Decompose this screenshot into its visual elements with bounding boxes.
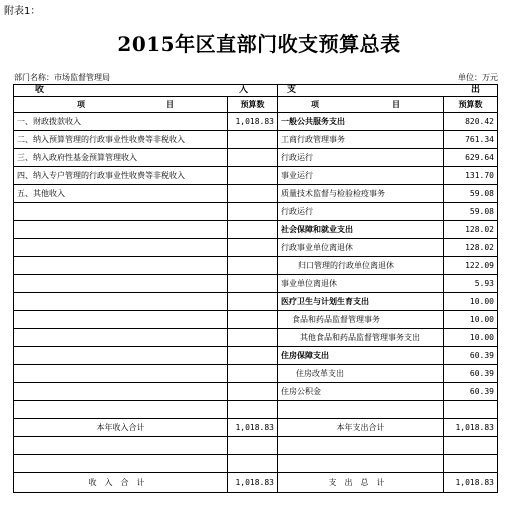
- expense-total-label: 支出总计: [278, 473, 444, 493]
- income-item-label: [14, 347, 228, 365]
- income-item-label: [14, 293, 228, 311]
- expense-item-label: 一般公共服务支出: [278, 113, 444, 131]
- expense-item-value: 629.64: [444, 149, 498, 167]
- empty-cell: [14, 455, 228, 473]
- expense-item-value: 59.08: [444, 185, 498, 203]
- table-row: [14, 401, 498, 419]
- expense-item-value: 131.70: [444, 167, 498, 185]
- table-row: [14, 347, 498, 365]
- table-row: [14, 221, 498, 239]
- expense-item-label: 事业单位离退休: [278, 275, 444, 293]
- income-item-label: 四、纳入专户管理的行政事业性收费等非税收入: [14, 167, 228, 185]
- empty-cell: [278, 437, 444, 455]
- income-total-value: 1,018.83: [228, 473, 278, 493]
- income-subtotal-label: 本年收入合计: [14, 419, 228, 437]
- income-item-value: [228, 347, 278, 365]
- subtotal-row: [14, 419, 498, 437]
- expense-item-label: 归口管理的行政单位离退休: [278, 257, 444, 275]
- table-row: [14, 329, 498, 347]
- attachment-label: 附表1：: [4, 6, 41, 17]
- expense-item-label: [278, 401, 444, 419]
- table-row: [14, 239, 498, 257]
- expense-item-label: 食品和药品监督管理事务: [278, 311, 444, 329]
- unit-label: 单位：万元: [458, 73, 498, 82]
- income-item-header-left: 项: [77, 99, 85, 109]
- expense-item-label: 住房公积金: [278, 383, 444, 401]
- expense-item-value: 59.08: [444, 203, 498, 221]
- table-row: [14, 203, 498, 221]
- income-item-label: [14, 329, 228, 347]
- expense-item-value: 122.09: [444, 257, 498, 275]
- income-item-value: [228, 221, 278, 239]
- table-row: [14, 149, 498, 167]
- income-item-label: [14, 203, 228, 221]
- expense-item-value: 10.00: [444, 329, 498, 347]
- expense-subtotal-label: 本年支出合计: [278, 419, 444, 437]
- table-row: [14, 113, 498, 131]
- expense-item-label: 社会保障和就业支出: [278, 221, 444, 239]
- expense-item-value: 5.93: [444, 275, 498, 293]
- income-item-header: [14, 97, 228, 113]
- expense-item-value: 60.39: [444, 365, 498, 383]
- expense-item-value: 128.02: [444, 239, 498, 257]
- income-budget-header: 预算数: [228, 97, 278, 113]
- table-row: [14, 185, 498, 203]
- expense-item-value: 128.02: [444, 221, 498, 239]
- income-item-label: [14, 401, 228, 419]
- income-item-label: 三、纳入政府性基金预算管理收入: [14, 149, 228, 167]
- expense-header-left: 支: [287, 85, 297, 95]
- expense-item-value: [444, 401, 498, 419]
- empty-cell: [14, 437, 228, 455]
- table-row: [14, 365, 498, 383]
- expense-item-label: 行政事业单位离退休: [278, 239, 444, 257]
- expense-item-label: 行政运行: [278, 203, 444, 221]
- expense-item-label: 其他食品和药品监督管理事务支出: [278, 329, 444, 347]
- income-item-value: [228, 293, 278, 311]
- income-item-label: [14, 365, 228, 383]
- expense-budget-header: 预算数: [444, 97, 498, 113]
- income-item-label: [14, 221, 228, 239]
- income-item-value: [228, 383, 278, 401]
- income-item-label: 一、财政拨款收入: [14, 113, 228, 131]
- table-row: [14, 293, 498, 311]
- expense-item-value: 60.39: [444, 347, 498, 365]
- expense-subtotal-value: 1,018.83: [444, 419, 498, 437]
- empty-cell: [278, 455, 444, 473]
- income-item-header-right: 目: [166, 99, 174, 109]
- empty-cell: [228, 455, 278, 473]
- income-item-value: [228, 329, 278, 347]
- empty-cell: [444, 455, 498, 473]
- income-item-label: [14, 257, 228, 275]
- expense-item-value: 10.00: [444, 311, 498, 329]
- income-item-value: [228, 257, 278, 275]
- income-item-value: [228, 239, 278, 257]
- empty-cell: [228, 437, 278, 455]
- income-item-value: [228, 131, 278, 149]
- expense-total-value: 1,018.83: [444, 473, 498, 493]
- expense-item-label: 行政运行: [278, 149, 444, 167]
- income-item-value: [228, 275, 278, 293]
- expense-header-right: 出: [470, 85, 480, 95]
- income-item-label: [14, 275, 228, 293]
- table-row: [14, 437, 498, 455]
- income-subtotal-value: 1,018.83: [228, 419, 278, 437]
- expense-item-label: 工商行政管理事务: [278, 131, 444, 149]
- income-item-value: [228, 167, 278, 185]
- expense-item-label: 质量技术监督与检验检疫事务: [278, 185, 444, 203]
- department-name: 部门名称：市场监督管理局: [14, 73, 110, 82]
- expense-item-label: 住房保障支出: [278, 347, 444, 365]
- income-item-label: 二、纳入预算管理的行政事业性收费等非税收入: [14, 131, 228, 149]
- income-item-value: [228, 401, 278, 419]
- expense-item-label: 医疗卫生与计划生育支出: [278, 293, 444, 311]
- expense-item-value: 60.39: [444, 383, 498, 401]
- income-item-label: [14, 311, 228, 329]
- expense-item-value: 761.34: [444, 131, 498, 149]
- income-item-label: [14, 239, 228, 257]
- expense-item-header-right: 目: [392, 99, 400, 109]
- table-row: [14, 311, 498, 329]
- header-row-income-expense: [14, 85, 498, 97]
- income-item-value: [228, 203, 278, 221]
- expense-item-label: 住房改革支出: [278, 365, 444, 383]
- expense-item-header: [278, 97, 444, 113]
- table-row: [14, 167, 498, 185]
- expense-header: [278, 85, 498, 97]
- income-header: [14, 85, 278, 97]
- total-row: [14, 473, 498, 493]
- expense-item-value: 10.00: [444, 293, 498, 311]
- income-item-value: [228, 185, 278, 203]
- page-title: 2015年区直部门收支预算总表: [117, 32, 401, 56]
- header-row-columns: [14, 97, 498, 113]
- expense-item-label: 事业运行: [278, 167, 444, 185]
- table-row: [14, 383, 498, 401]
- budget-table: [13, 84, 498, 493]
- income-header-right: 入: [238, 85, 248, 95]
- income-item-value: [228, 149, 278, 167]
- income-header-left: 收: [35, 85, 45, 95]
- expense-item-header-left: 项: [311, 99, 319, 109]
- table-row: [14, 131, 498, 149]
- income-item-label: [14, 383, 228, 401]
- table-row: [14, 257, 498, 275]
- table-row: [14, 275, 498, 293]
- income-item-label: 五、其他收入: [14, 185, 228, 203]
- income-item-value: [228, 365, 278, 383]
- expense-item-value: 820.42: [444, 113, 498, 131]
- table-row: [14, 455, 498, 473]
- income-item-value: 1,018.83: [228, 113, 278, 131]
- empty-cell: [444, 437, 498, 455]
- income-total-label: 收入合计: [14, 473, 228, 493]
- income-item-value: [228, 311, 278, 329]
